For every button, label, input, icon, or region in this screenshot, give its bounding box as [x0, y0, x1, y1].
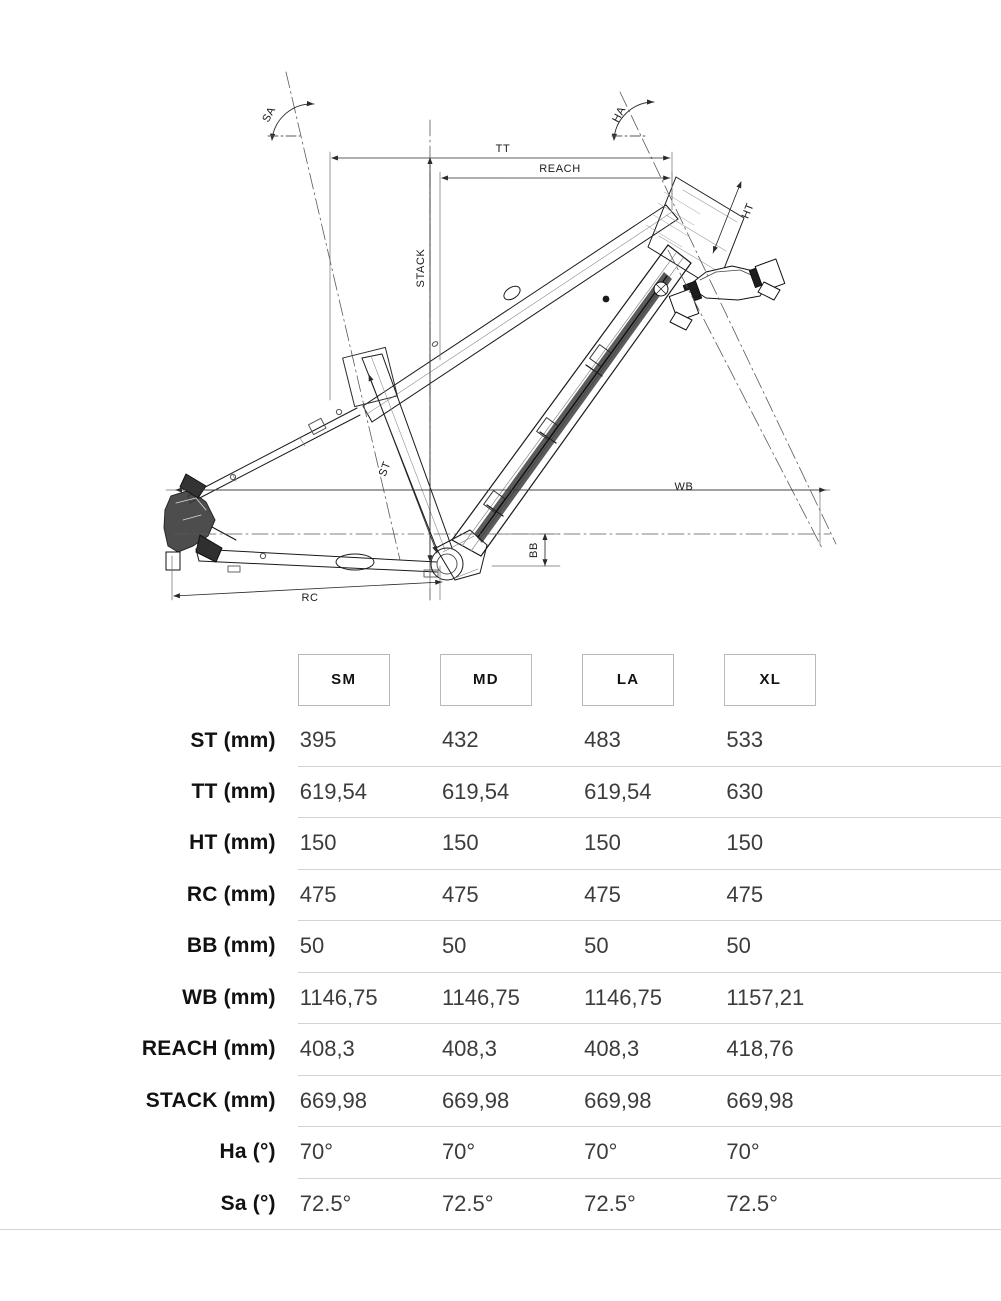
- cell-sa-la: 72.5°: [582, 1178, 724, 1230]
- cell-reach-pad: [867, 1024, 1001, 1076]
- cell-rc-la: 475: [582, 869, 724, 921]
- cell-stack-xl: 669,98: [724, 1075, 866, 1127]
- rear-dropout: [164, 474, 236, 570]
- row-label-tt: TT (mm): [191, 779, 276, 803]
- dimension-label-group: [260, 104, 756, 604]
- cell-rc-pad: [867, 869, 1001, 921]
- cell-ha-sm: 70°: [298, 1127, 440, 1179]
- table-row: [0, 1178, 1001, 1230]
- row-label-wb: WB (mm): [182, 985, 276, 1009]
- cell-ha-md: 70°: [440, 1127, 582, 1179]
- cell-sa-md: 72.5°: [440, 1178, 582, 1230]
- row-label-reach: REACH (mm): [141, 1037, 276, 1061]
- table-header: [0, 645, 1001, 715]
- cell-tt-md: 619,54: [440, 766, 582, 818]
- cell-reach-md: 408,3: [440, 1024, 582, 1076]
- size-header-row: [0, 645, 1001, 715]
- cell-reach-la: 408,3: [582, 1024, 724, 1076]
- size-label-xl: XL: [724, 654, 816, 706]
- row-label-sa: Sa (°): [0, 1178, 298, 1230]
- geometry-table: [0, 645, 1001, 1230]
- row-label-bb: BB (mm): [186, 934, 276, 958]
- table-row: [0, 1127, 1001, 1179]
- dimension-label-sa: SA: [260, 104, 279, 125]
- cell-ht-la: 150: [582, 818, 724, 870]
- dimension-label-wb: WB: [674, 481, 694, 493]
- cell-rc-md: 475: [440, 869, 582, 921]
- row-label-ht: HT (mm): [189, 831, 276, 855]
- row-label-ha: Ha (°): [219, 1140, 276, 1164]
- cell-wb-xl: 1157,21: [724, 972, 866, 1024]
- dimension-label-tt: TT: [495, 143, 511, 155]
- dimension-label-ht: HT: [739, 201, 757, 221]
- cell-st-la: 483: [584, 727, 621, 753]
- cell-bb-pad: [867, 921, 1001, 973]
- cell-wb-la: 1146,75: [582, 972, 724, 1024]
- row-label-rc: RC (mm): [186, 882, 276, 906]
- cell-rc-xl: 475: [724, 869, 866, 921]
- frame-drawing-svg: [0, 0, 1001, 640]
- table-body: [0, 715, 1001, 1230]
- header-empty-cell: [0, 645, 298, 715]
- cell-tt-xl: 630: [724, 766, 866, 818]
- cell-wb-md: 1146,75: [440, 972, 582, 1024]
- cell-st-sm: 395: [299, 727, 337, 753]
- table-row: [0, 972, 1001, 1024]
- cell-sa-sm: 72.5°: [298, 1178, 440, 1230]
- size-header-md: [440, 645, 582, 715]
- dimension-label-rc: RC: [301, 592, 319, 604]
- cell-wb-sm: 1146,75: [298, 972, 440, 1024]
- cell-reach-xl: 418,76: [724, 1024, 866, 1076]
- cell-st-md: 432: [441, 727, 479, 753]
- cell-ht-sm: 150: [298, 818, 440, 870]
- geometry-table-container: [0, 645, 1001, 1230]
- frame-tubes: [188, 177, 744, 580]
- table-row: [0, 715, 1001, 766]
- cell-bb-la: 50: [582, 921, 724, 973]
- size-label-md: MD: [440, 654, 532, 706]
- header-pad-cell: [867, 645, 1001, 715]
- cell-ha-la: 70°: [582, 1127, 724, 1179]
- cell-stack-md: 669,98: [440, 1075, 582, 1127]
- size-label-sm: SM: [298, 654, 390, 706]
- cell-sa-pad: [867, 1178, 1001, 1230]
- size-header-sm: [298, 645, 440, 715]
- cell-tt-pad: [867, 766, 1001, 818]
- dimension-label-reach: REACH: [539, 163, 581, 175]
- row-label-stack: STACK (mm): [145, 1088, 276, 1112]
- table-row: [0, 818, 1001, 870]
- dimension-label-ha: HA: [610, 104, 629, 125]
- size-header-la: [582, 645, 724, 715]
- stem-handlebar-assembly: [654, 259, 785, 330]
- cell-wb-pad: [867, 972, 1001, 1024]
- table-row: [0, 1075, 1001, 1127]
- table-row: [0, 1024, 1001, 1076]
- size-label-la: LA: [582, 654, 674, 706]
- cell-stack-la: 669,98: [582, 1075, 724, 1127]
- cell-ht-md: 150: [440, 818, 582, 870]
- row-label-st: ST (mm): [190, 728, 276, 752]
- dimension-label-st: ST: [376, 459, 394, 479]
- cell-stack-sm: 669,98: [298, 1075, 440, 1127]
- table-row: [0, 869, 1001, 921]
- cell-tt-la: 619,54: [582, 766, 724, 818]
- cell-ha-xl: 70°: [724, 1127, 866, 1179]
- cell-st-xl: 533: [726, 727, 764, 753]
- cell-sa-xl: 72.5°: [724, 1178, 866, 1230]
- cell-reach-sm: 408,3: [298, 1024, 440, 1076]
- cell-bb-xl: 50: [724, 921, 866, 973]
- cell-bb-sm: 50: [298, 921, 440, 973]
- cell-st-pad: [867, 715, 1001, 766]
- dimension-label-bb: BB: [528, 542, 540, 558]
- angle-arcs: [268, 102, 654, 140]
- frame-geometry-drawing: [0, 0, 1001, 640]
- size-header-xl: [724, 645, 866, 715]
- cell-tt-sm: 619,54: [298, 766, 440, 818]
- cell-ha-pad: [867, 1127, 1001, 1179]
- table-row: [0, 921, 1001, 973]
- dimension-label-stack: STACK: [415, 248, 427, 288]
- cell-ht-xl: 150: [724, 818, 866, 870]
- cell-ht-pad: [867, 818, 1001, 870]
- cell-bb-md: 50: [440, 921, 582, 973]
- cell-stack-pad: [867, 1075, 1001, 1127]
- cell-rc-sm: 475: [298, 869, 440, 921]
- table-row: [0, 766, 1001, 818]
